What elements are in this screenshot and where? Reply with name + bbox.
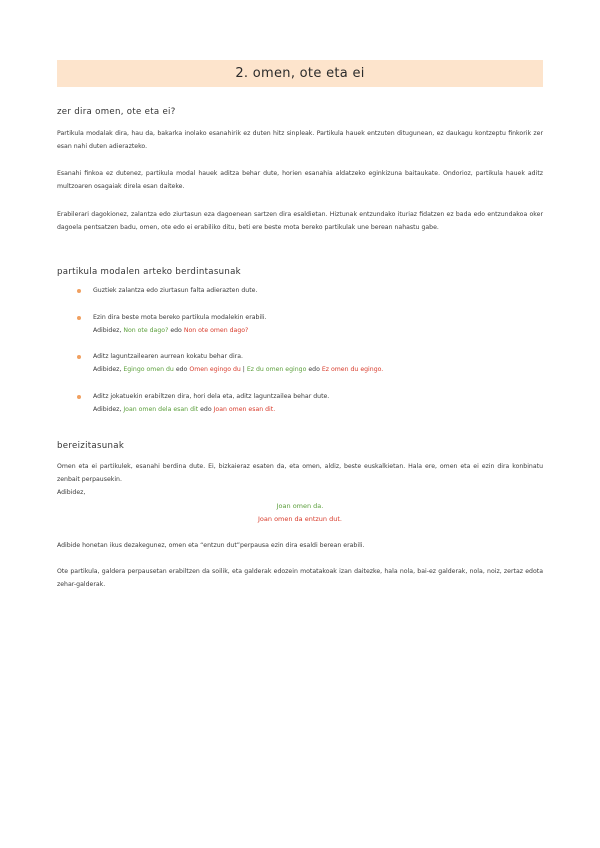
paragraph-meaning: Esanahi finkoa ez dutenez, partikula modal hauek aditza behar dute, horien esanahia aldatzeko eginkizuna baitaukate. Ondorioz, partikula hauek aditz multzoaren osagaiak direla esan daiteke. xyxy=(57,170,543,190)
bullet-icon xyxy=(77,289,81,293)
example-line xyxy=(93,363,533,376)
section-heading-differences: bereizitasunak xyxy=(57,441,125,451)
list-item-text: Ezin dira beste mota bereko partikula modalekin erabili. xyxy=(93,314,267,321)
example-correct: Joan omen dela esan dit xyxy=(123,406,199,413)
example-incorrect: Ez omen du egingo. xyxy=(321,366,384,373)
example-incorrect: Joan omen esan dit. xyxy=(213,406,276,413)
paragraph-example-note: Adibide honetan ikus dezakegunez, omen eta “entzun dut”perpausa ezin dira esaldi berean erabili. xyxy=(57,542,365,549)
paragraph-usage: Erabilerari dagokionez, zalantza edo ziurtasun eza dagoenean sartzen dira esaldietan. Hiztunak entzundako ituriaz fidatzen ez bada edo entzundakoa oker dagoela pentsatzen badu, omen, ote edo ei erabiliko ditu, beti ere beste mota bereko partikulak une berean nahastu gabe. xyxy=(57,211,543,231)
example-incorrect-centered: Joan omen da entzun dut. xyxy=(258,515,342,523)
example-correct: Egingo omen du xyxy=(123,366,174,373)
list-item-text: Aditz laguntzailearen aurrean kokatu behar dira. xyxy=(93,353,243,360)
example-incorrect: Non ote omen dago? xyxy=(183,327,249,334)
example-incorrect: Omen egingo du xyxy=(189,366,241,373)
list-item-text: Aditz jokatuekin erabiltzen dira, hori dela eta, aditz laguntzailea behar dute. xyxy=(93,393,330,400)
example-correct-centered: Joan omen da. xyxy=(276,502,324,510)
paragraph-ote: Ote partikula, galdera perpausetan erabiltzen da soilik, eta galderak edozein motatakoak izan daitezke, hala nola, bai-ez galderak, nola, noiz, zertaz edota zehar-galderak. xyxy=(57,568,543,588)
list-item-text: Guztiek zalantza edo ziurtasun falta adierazten dute. xyxy=(93,287,258,294)
example-correct: Non ote dago? xyxy=(123,327,169,334)
paragraph-definition: Partikula modalak dira, hau da, bakarka inolako esanahirik ez duten hitz sinpleak. Partikula hauek entzuten ditugunean, ez daukagu kontzeptu finkorik zer esan nahi duten adierazteko. xyxy=(57,130,543,150)
example-line xyxy=(93,324,533,337)
example-separator: | xyxy=(240,366,247,373)
section-heading-what: zer dira omen, ote eta ei? xyxy=(57,107,176,117)
example-label: Adibidez, xyxy=(57,489,86,496)
example-connector: edo xyxy=(198,406,214,413)
list-item xyxy=(93,390,533,416)
example-line xyxy=(93,403,533,416)
example-label: Adibidez, xyxy=(93,327,122,334)
bullet-icon xyxy=(77,355,81,359)
list-item xyxy=(93,284,533,297)
list-item xyxy=(93,311,533,337)
example-connector: edo xyxy=(306,366,322,373)
example-correct: Ez du omen egingo xyxy=(246,366,307,373)
paragraph-omen-ei: Omen eta ei partikulek, esanahi berdina dute. Ei, bizkaieraz esaten da, eta omen, aldiz, beste euskalkietan. Hala ere, omen eta ei ezin dira konbinatu zenbait perpausekin. xyxy=(57,463,543,483)
bullet-icon xyxy=(77,395,81,399)
bullet-icon xyxy=(77,316,81,320)
example-connector: edo xyxy=(168,327,184,334)
example-connector: edo xyxy=(173,366,190,373)
example-label: Adibidez, xyxy=(93,406,122,413)
section-heading-similarities: partikula modalen arteko berdintasunak xyxy=(57,267,241,277)
list-item xyxy=(93,350,533,376)
page-title: 2. omen, ote eta ei xyxy=(235,66,365,81)
example-label: Adibidez, xyxy=(93,366,122,373)
